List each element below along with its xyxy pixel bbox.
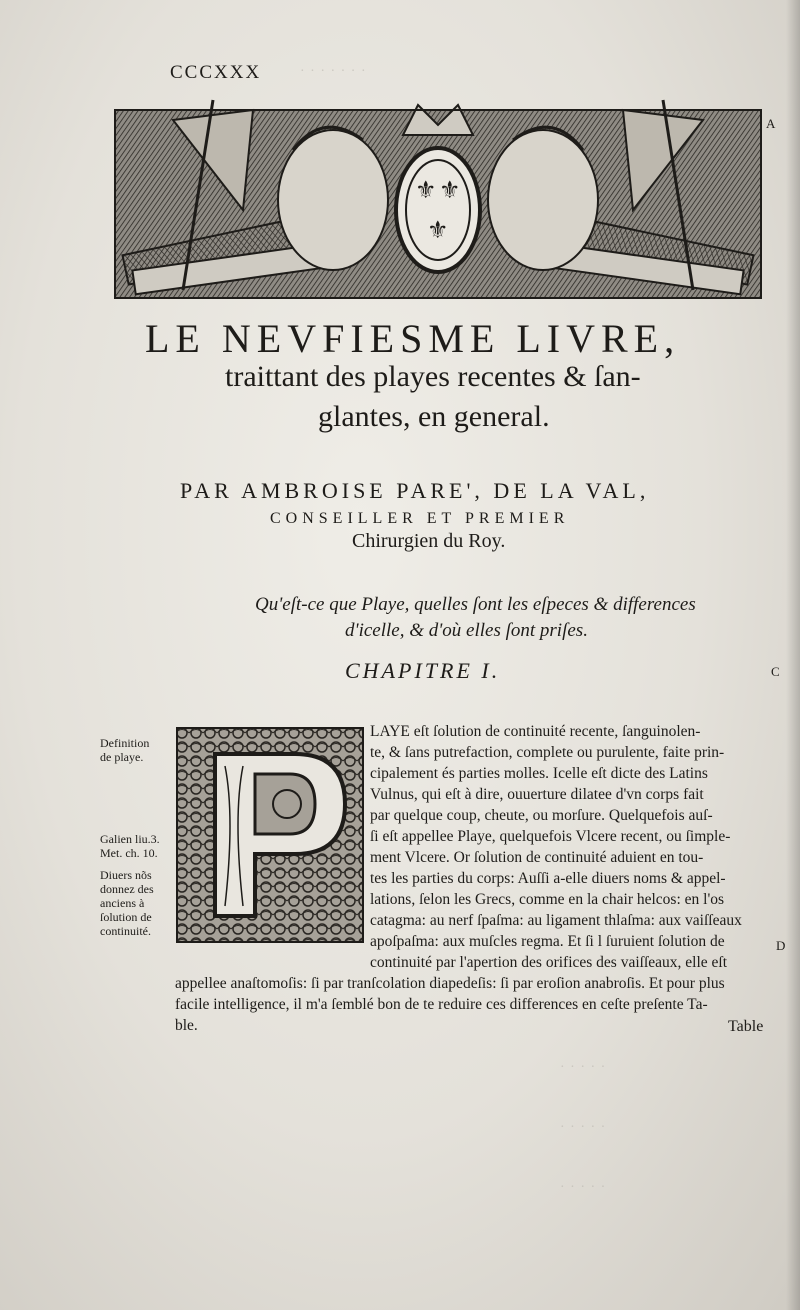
body-line: tes les parties du corps: Auſſi a-elle diuers noms & appel- — [370, 870, 726, 887]
body-line: lations, ſelon les Grecs, comme en la chair helcos: en l'os — [370, 891, 725, 908]
body-line: facile intelligence, il m'a ſemblé bon de te reduire ces differences en ceſte preſente Ta- — [175, 996, 708, 1013]
body-line: catagma: au nerf ſpaſma: au ligament thlaſma: aux vaiſſeaux — [370, 912, 742, 929]
show-through-text: · · · · · — [560, 1060, 607, 1075]
author-line: PAR AMBROISE PARE', DE LA VAL, — [180, 478, 650, 503]
catchword: Table — [728, 1018, 764, 1035]
body-line: te, & ſans putrefaction, complete ou purulente, faite prin- — [370, 744, 725, 761]
svg-text:⚜: ⚜ — [427, 216, 449, 244]
margin-letter-a: A — [766, 116, 776, 131]
sidenote-line: de playe. — [100, 750, 144, 764]
svg-text:⚜: ⚜ — [415, 176, 437, 204]
sidenote-line: continuité. — [100, 924, 151, 938]
sidenote-line: donnez des — [100, 882, 154, 896]
body-line: par quelque coup, cheute, ou morſure. Quelquefois auſ- — [370, 807, 713, 824]
sidenote-line: Definition — [100, 736, 150, 750]
body-line: ble. — [175, 1017, 198, 1034]
body-line: apoſpaſma: aux muſcles regma. Et ſi l ſuruient ſolution de — [370, 933, 725, 950]
folio-number: CCCXXX — [170, 62, 262, 83]
chapter-question-line-2: d'icelle, & d'où elles ſont priſes. — [345, 620, 588, 641]
svg-text:⚜: ⚜ — [439, 176, 461, 204]
sidenote-line: Diuers nõs — [100, 868, 152, 882]
book-subtitle-line-2: glantes, en general. — [318, 400, 550, 433]
book-title: LE NEVFIESME LIVRE, — [145, 316, 681, 361]
decorated-initial-p — [175, 726, 365, 944]
ornamental-headpiece — [113, 90, 763, 300]
author-title-line: Chirurgien du Roy. — [352, 530, 506, 552]
sidenote-line: Galien liu.3. — [100, 832, 160, 846]
body-line: appellee anaſtomoſis: ſi par tranſcolation diapedeſis: ſi par eroſion anabroſis. Et pour plus — [175, 975, 725, 992]
show-through-text: · · · · · · · — [300, 64, 367, 79]
sidenote-line: ſolution de — [100, 910, 152, 924]
headpiece-woodcut-graphic — [113, 90, 763, 300]
body-line: LAYE eſt ſolution de continuité recente, ſanguinolen- — [370, 723, 701, 740]
page-edge-shadow — [786, 0, 800, 1310]
book-subtitle-line-1: traittant des playes recentes & ſan- — [225, 360, 641, 393]
margin-letter-c: C — [771, 664, 780, 679]
sidenote-diuers-noms — [100, 868, 170, 938]
body-line: cipalement és parties molles. Icelle eſt dicte des Latins — [370, 765, 708, 782]
sidenote-line: anciens à — [100, 896, 145, 910]
body-line: ſi eſt appellee Playe, quelquefois Vlcere recent, ou ſimple- — [370, 828, 731, 845]
sidenote-definition — [100, 736, 170, 764]
body-line: continuité par l'apertion des orifices des vaiſſeaux, elle eſt — [370, 954, 728, 971]
sidenote-galien — [100, 832, 170, 860]
show-through-text: · · · · · — [560, 1180, 607, 1195]
chapter-heading: CHAPITRE I. — [345, 658, 501, 683]
chapter-question-line-1: Qu'eſt-ce que Playe, quelles ſont les eſpeces & differences — [255, 594, 696, 615]
sidenote-line: Met. ch. 10. — [100, 846, 158, 860]
body-line: ment Vlcere. Or ſolution de continuité aduient en tou- — [370, 849, 704, 866]
margin-letter-d: D — [776, 938, 786, 953]
initial-woodcut-graphic — [175, 726, 365, 944]
show-through-text: · · · · · — [560, 1120, 607, 1135]
author-office-line: CONSEILLER ET PREMIER — [270, 510, 570, 527]
body-line: Vulnus, qui eſt à dire, ouuerture dilatee d'vn corps fait — [370, 786, 704, 803]
